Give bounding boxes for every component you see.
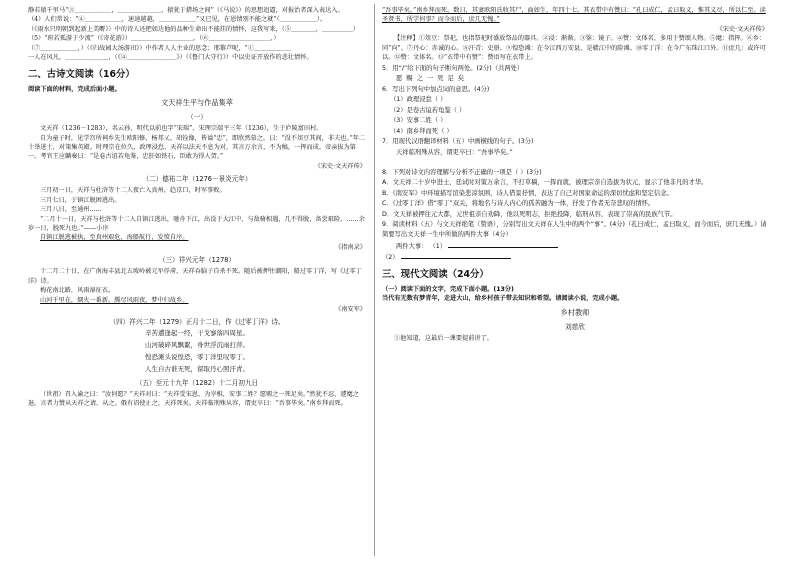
question-7: 7．用现代汉语翻译材料（五）中画横线的句子。(3分) xyxy=(382,138,534,146)
question-6-item-1: （1）政理浸怠（ ） xyxy=(390,96,447,104)
question-8-option-a: A．文天祥二十岁中进士，廷试时对策万余言，不打草稿，一挥而就，被理宗亲自选拔为状元，显示了他非凡的才华。 xyxy=(382,179,708,187)
part-1-source: 《宋史·文天祥传》 xyxy=(314,162,366,170)
fill-line-6: 一人在风凡，＿＿＿＿＿＿＿，（《④＿＿＿＿＿＿＿＿》）（《鲁门大守行》）中以史证开放作的悲壮情怀。 xyxy=(28,54,313,62)
fill-line-1: 静若猿千里马“③＿＿＿＿＿＿，＿＿＿＿＿＿＿，猿犹于猎场之间”（《马说》）的思想追逼，对报治者深入表达入。 xyxy=(28,7,344,14)
article-title: 文天祥生平与作品集萃 xyxy=(161,98,233,108)
part-3-text-c: 山河千里在，烟火一番新。腾尽风雨夜，梦中归故乡。 xyxy=(40,296,189,304)
question-9-answer-label: 两件大事： xyxy=(396,242,428,250)
section-3-intro: 当代有无数有梦青年，走进大山，给乡村孩子带去知识和希望。请阅读小说，完成小题。 xyxy=(382,295,624,303)
question-5-sentence: 愿 赐 之 一 死 足 矣 xyxy=(396,75,466,83)
question-8: 8．下列对诗文内容理解与分析不正确的一项是（ ）(3分) xyxy=(382,168,542,176)
section-3-sub: （一）阅读下面的文字，完成下面小题。(13分) xyxy=(382,285,514,293)
question-7-sentence: 天祥临刑殊从容，谓吏卒曰：“吾事毕矣。” xyxy=(396,149,513,157)
answer-line-1[interactable] xyxy=(448,241,558,248)
part-1-text-a: 文天祥（1236－1283），名云孙，明代以前也字“宋瑞”，宋理宗端平三年（1236），生于庐陵富田村。 xyxy=(40,125,323,133)
question-9-answer-2-label: （2） xyxy=(382,254,399,262)
fill-line-4: （5）“班若孤游于少流”（《寄花游》）＿＿＿＿＿＿＿＿＿＿，（⑥＿＿＿＿＿＿＿＿＿＿，） xyxy=(28,35,280,43)
part-4-label: （四）祥兴二年（1279）正月十二日，作《过零丁洋》诗。 xyxy=(109,318,285,327)
part-3-label: （三）祥兴元年（1278） xyxy=(158,256,236,265)
section-2-instruction: 阅读下面的材料，完成后面小题。 xyxy=(28,85,121,93)
question-6-item-2: （2）是卷古谊若龟鉴（ ） xyxy=(390,106,466,114)
part-2-text-d: “二月十一日，天祥与杜浒等十二人自镇江逃出，驰舟下江，出没于大江中，与敌骑相遇，几不得脱，备尝艰险。……余岁一日，脱死九也。”——小序 xyxy=(28,215,365,233)
question-5: 5．用“/”给下面的句子断句两处。(2分)（共两处） xyxy=(382,64,524,72)
answer-line-2[interactable] xyxy=(401,252,511,259)
continuation-text: “吾事毕矣。”南乡拜而死。数日，其妻欧阳氏收其尸，面如生，年四十七。其衣带中有赞曰：“孔曰成仁，孟曰取义，惟其义尽，所以仁至。读圣贤书，所学何事？而今而后，庶几无愧。” xyxy=(382,7,766,24)
right-column xyxy=(382,6,768,343)
question-9-answer-1-label: （1） xyxy=(429,242,447,250)
part-3-text-b: 梅花南北路，风雨湿征衣。 xyxy=(40,287,115,295)
story-author: 刘慈欣 xyxy=(565,322,585,331)
part-2-text-b: 三月七日，于镇江脱困逃出。 xyxy=(40,196,121,204)
story-title: 乡村教师 xyxy=(560,307,590,317)
section-3-title: 三、现代文阅读（24分） xyxy=(382,268,489,280)
story-first-line: ①他知道，这最后一课要提前讲了。 xyxy=(394,334,493,342)
section-2-title: 二、古诗文阅读（16分） xyxy=(28,68,135,80)
poem-line-1: 辛苦遭逢起一经，干戈寥落四周星。 xyxy=(145,329,249,338)
left-column xyxy=(28,6,366,409)
notes: 【注释】①俎豆：祭祀，也指祭祀时盛放祭品的器具。②浸：渐渐。③鉴：镜子。④赞：文体名，多用于赞颂人物。⑤麾：指挥。⑥乡：同“向”。⑦丹心：赤诚的心。⑧汗青：史册。⑨惶恐滩：在今江西万安县，是赣江中的险滩。⑩零丁洋：在今广东珠江口外。⑪庶几：或许可以。⑫赞：文体名。⑬“衣带中有赞”：赞语写在衣带上。 xyxy=(382,35,766,62)
column-divider xyxy=(374,4,375,556)
fill-line-3: （《雨水只明朝到起新上美嘢》）中的诗人还把如达他的品种生命出不能挂的情怀，这我写来，（⑤＿＿＿＿，＿＿＿＿＿） xyxy=(28,25,360,33)
part-3-source: 《南安军》 xyxy=(335,305,366,313)
fill-line-5: （⑦＿＿＿＿＿＿，）（《归故园大汤游田》）中作者人人主业的思念；邢黎芦呢，“①＿＿＿＿＿＿ xyxy=(28,44,292,52)
part-3-text-a: 十二月二十日，在广南海丰县北五坡岭被元军俘虏，天祥吞脑子自杀不死。随后被押往潮阳，船过零丁洋，写《过零丁洋》诗。 xyxy=(28,268,362,285)
continuation-source: 《宋史·文天祥传》 xyxy=(716,25,768,33)
poem-line-3: 惶恐滩头说惶恐，零丁洋里叹零丁。 xyxy=(145,353,249,362)
answer-space xyxy=(382,159,768,167)
part-5-text: （世祖）召入谕之曰：“汝何愿？”天祥对曰：“天祥受宋恩，为宰相，安事二姓？愿赐之一死足矣。”然犹不忍，遽麾之退。言者力赞从天祥之请，从之。俄有诏使止之，天祥死矣。天祥临刑殊从容，谓吏卒曰：“吾事毕矣。”南乡拜而死。 xyxy=(28,390,359,408)
question-6-item-4: （4）南乡拜而死（ ） xyxy=(390,127,453,135)
part-2-text-c: 三月八日，至通州…… xyxy=(40,206,102,214)
part-2-text-e: 自镇江脱逃被执，至真州艰危，海船航行，发愤自序。 xyxy=(40,234,189,242)
question-6: 6．写出下列句中加点词的意思。(4分) xyxy=(382,85,490,93)
question-8-option-b: B．《南安军》中环境描写渲染悲凉氛围，诗人借景抒情，表达了自己对国家命运的深切忧虑和坚定信念。 xyxy=(382,189,673,197)
question-8-option-c: C．《过零丁洋》借“零丁”双关，将地名与诗人内心的孤苦融为一体，抒发了作者无奈悲叹的情怀。 xyxy=(382,200,655,208)
part-2-text-a: 三月初一日，天祥与杜浒等十二人夜亡入真州，趋京口，时军事败。 xyxy=(40,187,226,195)
poem-line-2: 山河破碎风飘絮，身世浮沉雨打萍。 xyxy=(145,341,249,350)
part-5-label: （五）至元十九年（1282）十二月初九日 xyxy=(135,378,259,387)
part-1-label: （一） xyxy=(187,113,207,122)
part-2-source: 《指南录》 xyxy=(335,243,366,251)
poem-line-4: 人生自古谁无死，留取丹心照汗青。 xyxy=(145,365,249,374)
part-1-text-b: 自为童子时，见学宫所祠乡先生欧阳修、杨邦乂、胡铨像，皆谥“忠”，即欣然慕之。曰：“没不俎豆其间，非夫也。”年二十举进士，对策集英殿。时理宗在位久，政理浸怠，天祥以法天不息为对，其言万余言，不为稿，一挥而成。帝亲拔为第一。考官王应麟奏曰：“是卷古谊若龟鉴，忠肝如铁石，臣敢为得人贺。” xyxy=(28,134,366,161)
part-2-label: （二）德祐二年（1276－景炎元年） xyxy=(142,175,252,184)
fill-line-2: （4）人们常说：“④＿＿＿＿＿＿，速速越越，＿＿＿＿＿＿”又已见，在恩情别不能之就“（＿＿＿＿＿＿）。 xyxy=(28,16,327,24)
question-6-item-3: （3）安事二姓（ ） xyxy=(390,117,447,125)
question-8-option-d: D．文天祥被押往元大都，元世祖亲自劝降，他以死明志，拒绝投降，临刑从容，表现了崇高的民族气节。 xyxy=(382,210,677,218)
question-9: 9．阅读材料（五）与文天祥绝笔（赞语），分别写出文天祥在人生中的两个“事”。(4分)（孔曰成仁，孟曰取义，而今而后，庶几无愧。）请简要写出文天祥一生中所做的两件大事（4分） xyxy=(382,221,767,238)
